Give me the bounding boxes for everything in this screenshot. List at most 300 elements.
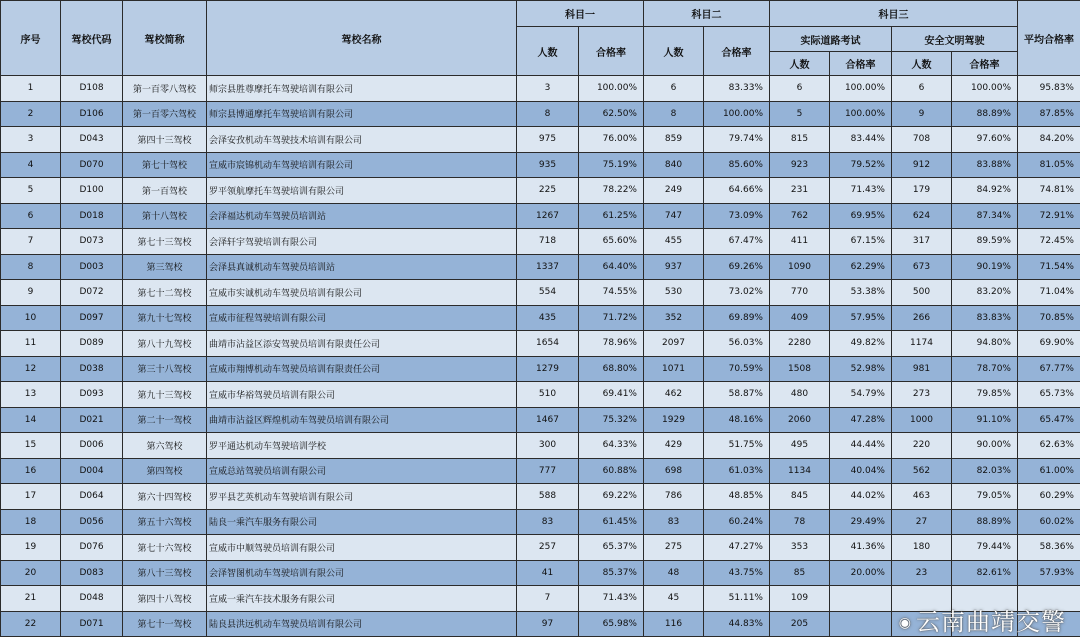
cell-s3a-count: 1134 [770,458,830,484]
cell-s3a-rate [830,611,892,637]
cell-short-name: 第四驾校 [123,458,207,484]
cell-s3b-count: 220 [892,433,952,459]
cell-code: D003 [61,254,123,280]
cell-s1-count: 83 [517,509,579,535]
cell-index: 15 [1,433,61,459]
cell-s2-count: 429 [644,433,704,459]
cell-s2-rate: 73.02% [704,280,770,306]
cell-s3a-rate: 44.02% [830,484,892,510]
cell-full-name: 宣威市华裕驾驶员培训有限公司 [207,382,517,408]
cell-s3b-rate: 83.83% [952,305,1018,331]
cell-s2-count: 8 [644,101,704,127]
cell-s2-count: 116 [644,611,704,637]
cell-full-name: 师宗县博通摩托车驾驶培训有限公司 [207,101,517,127]
cell-index: 10 [1,305,61,331]
cell-s2-rate: 61.03% [704,458,770,484]
cell-s1-rate: 76.00% [579,127,644,153]
cell-s2-rate: 100.00% [704,101,770,127]
cell-code: D097 [61,305,123,331]
cell-s2-count: 352 [644,305,704,331]
cell-s3b-rate: 88.89% [952,509,1018,535]
cell-index: 12 [1,356,61,382]
cell-s1-rate: 71.43% [579,586,644,612]
cell-code: D072 [61,280,123,306]
cell-s3b-count: 981 [892,356,952,382]
cell-full-name: 会泽智图机动车驾驶培训有限公司 [207,560,517,586]
cell-s3b-rate: 83.20% [952,280,1018,306]
cell-avg-rate: 65.47% [1018,407,1080,433]
cell-short-name: 第十八驾校 [123,203,207,229]
cell-code: D089 [61,331,123,357]
cell-full-name: 曲靖市沾益区辉煌机动车驾驶员培训有限公司 [207,407,517,433]
cell-s1-count: 588 [517,484,579,510]
cell-s1-rate: 78.96% [579,331,644,357]
cell-s3b-count: 624 [892,203,952,229]
cell-short-name: 第九十三驾校 [123,382,207,408]
cell-full-name: 宣威市宸锦机动车驾驶培训有限公司 [207,152,517,178]
cell-s3a-rate: 57.95% [830,305,892,331]
cell-s3a-rate: 54.79% [830,382,892,408]
cell-full-name: 宣威市征程驾驶培训有限公司 [207,305,517,331]
table-row [1,280,1080,306]
cell-s2-count: 937 [644,254,704,280]
cell-short-name: 第九十七驾校 [123,305,207,331]
cell-s2-rate: 79.74% [704,127,770,153]
cell-s3b-rate: 84.92% [952,178,1018,204]
cell-s1-rate: 75.32% [579,407,644,433]
cell-avg-rate: 60.02% [1018,509,1080,535]
cell-short-name: 第四十三驾校 [123,127,207,153]
cell-code: D083 [61,560,123,586]
cell-s1-rate: 68.80% [579,356,644,382]
cell-s3b-rate: 83.88% [952,152,1018,178]
cell-full-name: 罗平县艺英机动车驾驶培训有限公司 [207,484,517,510]
cell-s2-rate: 51.75% [704,433,770,459]
cell-s1-rate: 75.19% [579,152,644,178]
cell-s1-rate: 74.55% [579,280,644,306]
cell-full-name: 会泽安孜机动车驾驶技术培训有限公司 [207,127,517,153]
cell-index: 21 [1,586,61,612]
cell-s2-rate: 48.16% [704,407,770,433]
cell-short-name: 第三十八驾校 [123,356,207,382]
cell-s2-count: 698 [644,458,704,484]
cell-s1-count: 554 [517,280,579,306]
cell-index: 13 [1,382,61,408]
cell-avg-rate: 61.00% [1018,458,1080,484]
cell-s3b-count: 179 [892,178,952,204]
cell-s2-rate: 64.66% [704,178,770,204]
cell-index: 5 [1,178,61,204]
cell-avg-rate: 65.73% [1018,382,1080,408]
cell-s1-rate: 65.60% [579,229,644,255]
cell-avg-rate: 57.93% [1018,560,1080,586]
cell-full-name: 陆良一乘汽车服务有限公司 [207,509,517,535]
cell-s2-rate: 70.59% [704,356,770,382]
cell-s2-count: 45 [644,586,704,612]
cell-s3b-rate: 82.03% [952,458,1018,484]
cell-s2-rate: 48.85% [704,484,770,510]
cell-short-name: 第七十驾校 [123,152,207,178]
cell-s3b-count: 1000 [892,407,952,433]
cell-short-name: 第七十三驾校 [123,229,207,255]
cell-s3b-count: 562 [892,458,952,484]
cell-short-name: 第六十四驾校 [123,484,207,510]
table-row [1,331,1080,357]
watermark-text: 云南曲靖交警 [916,608,1066,636]
cell-s3b-rate: 94.80% [952,331,1018,357]
cell-s2-rate: 44.83% [704,611,770,637]
cell-s3a-count: 923 [770,152,830,178]
cell-s3a-count: 205 [770,611,830,637]
cell-s3b-count: 708 [892,127,952,153]
header-full-name: 驾校名称 [207,1,517,76]
cell-s3b-rate: 91.10% [952,407,1018,433]
header-avg-rate: 平均合格率 [1018,1,1080,76]
cell-avg-rate: 62.63% [1018,433,1080,459]
cell-full-name: 师宗县胜尊摩托车驾驶培训有限公司 [207,76,517,102]
cell-s3b-count: 273 [892,382,952,408]
cell-avg-rate: 67.77% [1018,356,1080,382]
cell-s3b-count: 23 [892,560,952,586]
cell-s2-count: 455 [644,229,704,255]
cell-s3b-count: 9 [892,101,952,127]
cell-s2-count: 530 [644,280,704,306]
cell-s3a-rate: 29.49% [830,509,892,535]
cell-index: 17 [1,484,61,510]
cell-short-name: 第六驾校 [123,433,207,459]
cell-s1-rate: 85.37% [579,560,644,586]
cell-short-name: 第二十一驾校 [123,407,207,433]
cell-index: 22 [1,611,61,637]
cell-index: 3 [1,127,61,153]
cell-s1-count: 510 [517,382,579,408]
cell-s3b-rate: 90.00% [952,433,1018,459]
cell-short-name: 第一百驾校 [123,178,207,204]
cell-s3a-count: 1508 [770,356,830,382]
cell-full-name: 会泽县真诚机动车驾驶员培训站 [207,254,517,280]
weibo-icon: ◉ [898,615,912,631]
cell-s1-count: 1267 [517,203,579,229]
cell-avg-rate: 71.04% [1018,280,1080,306]
cell-s1-count: 1337 [517,254,579,280]
header-s1-count: 人数 [517,27,579,76]
header-s2-count: 人数 [644,27,704,76]
cell-s1-count: 435 [517,305,579,331]
cell-index: 1 [1,76,61,102]
cell-avg-rate: 95.83% [1018,76,1080,102]
cell-code: D076 [61,535,123,561]
cell-s3a-rate: 83.44% [830,127,892,153]
cell-s2-count: 83 [644,509,704,535]
header-subject1: 科目一 [517,1,644,27]
cell-index: 20 [1,560,61,586]
cell-code: D006 [61,433,123,459]
cell-code: D071 [61,611,123,637]
cell-s1-rate: 60.88% [579,458,644,484]
cell-s1-rate: 100.00% [579,76,644,102]
cell-full-name: 曲靖市沾益区添安驾驶员培训有限责任公司 [207,331,517,357]
cell-s1-count: 1654 [517,331,579,357]
cell-s3a-rate: 44.44% [830,433,892,459]
cell-avg-rate: 71.54% [1018,254,1080,280]
table-row [1,356,1080,382]
cell-code: D038 [61,356,123,382]
cell-s2-count: 275 [644,535,704,561]
cell-s3b-count: 180 [892,535,952,561]
cell-s1-count: 975 [517,127,579,153]
cell-s1-count: 1467 [517,407,579,433]
header-s2-rate: 合格率 [704,27,770,76]
cell-code: D093 [61,382,123,408]
cell-s3a-count: 2280 [770,331,830,357]
header-s3a-count: 人数 [770,52,830,76]
cell-avg-rate: 69.90% [1018,331,1080,357]
table-row [1,229,1080,255]
cell-s3b-count: 673 [892,254,952,280]
cell-s3a-rate: 79.52% [830,152,892,178]
table-row [1,509,1080,535]
cell-full-name: 会泽轩宇驾驶培训有限公司 [207,229,517,255]
cell-s2-rate: 85.60% [704,152,770,178]
table-row [1,254,1080,280]
cell-short-name: 第四十八驾校 [123,586,207,612]
cell-s2-rate: 43.75% [704,560,770,586]
cell-s3a-count: 109 [770,586,830,612]
table-row [1,305,1080,331]
cell-avg-rate: 84.20% [1018,127,1080,153]
cell-s3a-rate: 62.29% [830,254,892,280]
cell-s2-rate: 47.27% [704,535,770,561]
cell-s2-count: 462 [644,382,704,408]
cell-s3a-rate: 52.98% [830,356,892,382]
cell-short-name: 第七十一驾校 [123,611,207,637]
cell-s3a-count: 409 [770,305,830,331]
cell-s3b-count: 500 [892,280,952,306]
cell-s1-count: 777 [517,458,579,484]
cell-s2-rate: 67.47% [704,229,770,255]
cell-code: D048 [61,586,123,612]
cell-s2-count: 2097 [644,331,704,357]
cell-s1-count: 1279 [517,356,579,382]
header-s3b-rate: 合格率 [952,52,1018,76]
table-row [1,484,1080,510]
cell-s1-rate: 64.33% [579,433,644,459]
cell-avg-rate: 72.91% [1018,203,1080,229]
cell-code: D106 [61,101,123,127]
cell-short-name: 第七十二驾校 [123,280,207,306]
table-row [1,127,1080,153]
table-row [1,76,1080,102]
cell-index: 9 [1,280,61,306]
cell-s2-rate: 69.89% [704,305,770,331]
cell-s2-count: 786 [644,484,704,510]
table-row [1,101,1080,127]
cell-index: 2 [1,101,61,127]
cell-s3b-rate: 78.70% [952,356,1018,382]
header-s1-rate: 合格率 [579,27,644,76]
cell-s3b-rate: 79.05% [952,484,1018,510]
cell-s1-count: 97 [517,611,579,637]
table-row [1,458,1080,484]
cell-s3a-rate [830,586,892,612]
table-row [1,560,1080,586]
cell-s3a-count: 353 [770,535,830,561]
cell-s1-count: 7 [517,586,579,612]
cell-short-name: 第七十六驾校 [123,535,207,561]
cell-s1-count: 935 [517,152,579,178]
table-body [1,76,1080,637]
header-index: 序号 [1,1,61,76]
cell-index: 19 [1,535,61,561]
cell-code: D043 [61,127,123,153]
cell-s2-count: 6 [644,76,704,102]
cell-short-name: 第三驾校 [123,254,207,280]
cell-s3a-rate: 67.15% [830,229,892,255]
cell-avg-rate: 70.85% [1018,305,1080,331]
cell-s3b-rate: 79.85% [952,382,1018,408]
table-row [1,407,1080,433]
cell-s2-count: 747 [644,203,704,229]
cell-s3a-count: 762 [770,203,830,229]
cell-s3a-count: 1090 [770,254,830,280]
cell-s3b-rate: 97.60% [952,127,1018,153]
cell-s3a-count: 6 [770,76,830,102]
cell-s3a-rate: 100.00% [830,76,892,102]
cell-short-name: 第八十三驾校 [123,560,207,586]
cell-s3a-rate: 71.43% [830,178,892,204]
cell-s3b-rate: 90.19% [952,254,1018,280]
cell-s3a-count: 480 [770,382,830,408]
cell-s3b-count: 27 [892,509,952,535]
cell-index: 14 [1,407,61,433]
cell-s3a-rate: 53.38% [830,280,892,306]
cell-index: 16 [1,458,61,484]
cell-full-name: 宣威市实诚机动车驾驶员培训有限公司 [207,280,517,306]
cell-s1-rate: 78.22% [579,178,644,204]
header-code: 驾校代码 [61,1,123,76]
cell-full-name: 会泽福达机动车驾驶员培训站 [207,203,517,229]
cell-s1-count: 718 [517,229,579,255]
cell-s2-count: 1071 [644,356,704,382]
cell-code: D056 [61,509,123,535]
cell-avg-rate: 72.45% [1018,229,1080,255]
cell-avg-rate: 81.05% [1018,152,1080,178]
cell-avg-rate: 60.29% [1018,484,1080,510]
cell-index: 7 [1,229,61,255]
cell-full-name: 宣威市翔博机动车驾驶员培训有限责任公司 [207,356,517,382]
cell-s2-rate: 69.26% [704,254,770,280]
cell-full-name: 宣威市中顺驾驶员培训有限公司 [207,535,517,561]
header-s3b-count: 人数 [892,52,952,76]
cell-s1-rate: 61.45% [579,509,644,535]
cell-s2-count: 48 [644,560,704,586]
cell-s3a-count: 815 [770,127,830,153]
cell-s3a-rate: 41.36% [830,535,892,561]
cell-s3a-rate: 40.04% [830,458,892,484]
cell-code: D018 [61,203,123,229]
cell-s2-count: 859 [644,127,704,153]
cell-s3b-rate: 100.00% [952,76,1018,102]
cell-s3a-count: 78 [770,509,830,535]
cell-s3a-rate: 49.82% [830,331,892,357]
cell-s1-rate: 62.50% [579,101,644,127]
cell-s3a-rate: 69.95% [830,203,892,229]
cell-short-name: 第五十六驾校 [123,509,207,535]
header-subject2: 科目二 [644,1,770,27]
cell-s2-rate: 60.24% [704,509,770,535]
cell-index: 4 [1,152,61,178]
cell-s1-count: 225 [517,178,579,204]
cell-s2-rate: 51.11% [704,586,770,612]
cell-avg-rate: 74.81% [1018,178,1080,204]
cell-code: D021 [61,407,123,433]
cell-code: D108 [61,76,123,102]
cell-s1-count: 257 [517,535,579,561]
cell-avg-rate: 58.36% [1018,535,1080,561]
cell-full-name: 宣威总站驾驶员培训有限公司 [207,458,517,484]
watermark [899,602,1066,637]
cell-s3b-count: 6 [892,76,952,102]
cell-code: D004 [61,458,123,484]
cell-s3a-count: 495 [770,433,830,459]
cell-code: D073 [61,229,123,255]
cell-s1-count: 8 [517,101,579,127]
cell-index: 18 [1,509,61,535]
cell-code: D070 [61,152,123,178]
cell-s1-rate: 64.40% [579,254,644,280]
header-road-test: 实际道路考试 [770,27,892,52]
cell-s3b-rate: 88.89% [952,101,1018,127]
cell-full-name: 陆良县洪远机动车驾驶员培训有限公司 [207,611,517,637]
cell-index: 6 [1,203,61,229]
cell-code: D064 [61,484,123,510]
cell-s1-count: 3 [517,76,579,102]
cell-s3a-count: 845 [770,484,830,510]
table-row [1,382,1080,408]
cell-s1-rate: 71.72% [579,305,644,331]
cell-s2-rate: 58.87% [704,382,770,408]
cell-s1-count: 300 [517,433,579,459]
cell-short-name: 第一百零八驾校 [123,76,207,102]
cell-s2-rate: 56.03% [704,331,770,357]
cell-s2-rate: 73.09% [704,203,770,229]
cell-s3b-count: 317 [892,229,952,255]
cell-short-name: 第一百零六驾校 [123,101,207,127]
cell-s3a-count: 231 [770,178,830,204]
cell-index: 8 [1,254,61,280]
cell-s3b-count: 1174 [892,331,952,357]
cell-s3a-count: 2060 [770,407,830,433]
cell-s3b-count: 912 [892,152,952,178]
table-row [1,433,1080,459]
cell-s1-rate: 65.37% [579,535,644,561]
header-safe-driving: 安全文明驾驶 [892,27,1018,52]
cell-avg-rate: 87.85% [1018,101,1080,127]
cell-s1-rate: 69.22% [579,484,644,510]
cell-s3b-rate: 89.59% [952,229,1018,255]
cell-s3b-rate: 87.34% [952,203,1018,229]
cell-s3b-count: 266 [892,305,952,331]
table-row [1,203,1080,229]
table-row [1,152,1080,178]
header-s3a-rate: 合格率 [830,52,892,76]
cell-s3a-count: 411 [770,229,830,255]
cell-s1-rate: 65.98% [579,611,644,637]
cell-s1-rate: 61.25% [579,203,644,229]
cell-index: 11 [1,331,61,357]
cell-full-name: 宣威一乘汽车技术服务有限公司 [207,586,517,612]
cell-full-name: 罗平通达机动车驾驶培训学校 [207,433,517,459]
